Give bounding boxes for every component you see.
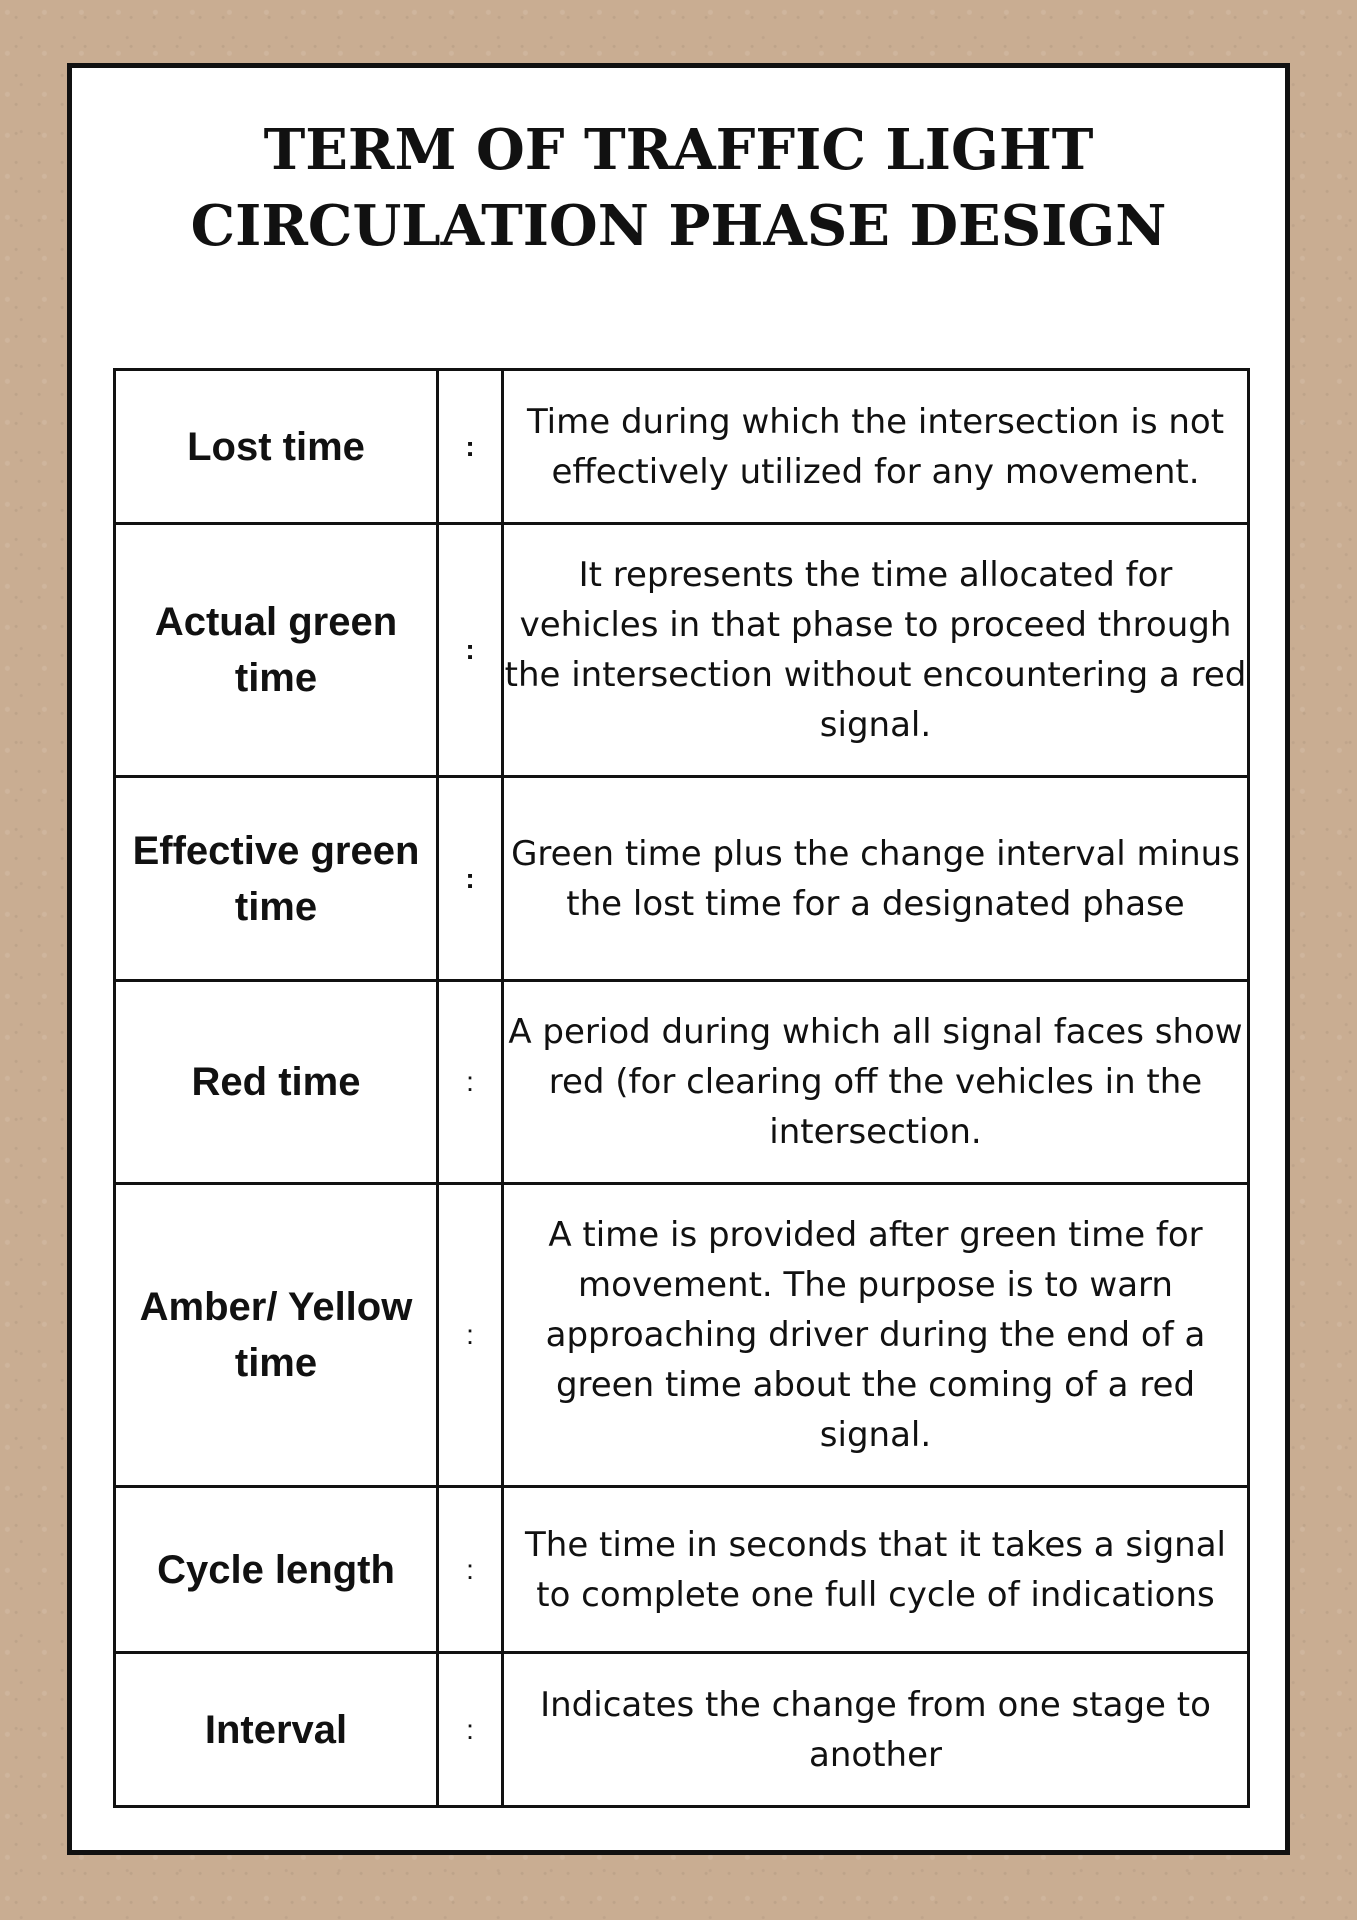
definition-cell: The time in seconds that it takes a signal to complete one full cycle of indications <box>503 1487 1249 1653</box>
table-row <box>115 370 1249 524</box>
title-line-1: TERM OF TRAFFIC LIGHT <box>263 117 1094 183</box>
separator-cell: : <box>438 777 503 981</box>
term-cell: Cycle length <box>115 1487 438 1653</box>
term-cell: Amber/ Yellow time <box>115 1184 438 1487</box>
term-cell: Effective green time <box>115 777 438 981</box>
table-row <box>115 777 1249 981</box>
separator-cell: : <box>438 981 503 1184</box>
table-row <box>115 981 1249 1184</box>
definition-cell: Indicates the change from one stage to another <box>503 1653 1249 1807</box>
separator-cell: : <box>438 1184 503 1487</box>
separator-cell: : <box>438 1487 503 1653</box>
definition-cell: A time is provided after green time for movement. The purpose is to warn approaching driver during the end of a green time about the coming of a red signal. <box>503 1184 1249 1487</box>
term-cell: Actual green time <box>115 524 438 777</box>
title-line-2: CIRCULATION PHASE DESIGN <box>190 193 1167 259</box>
separator-cell: : <box>438 370 503 524</box>
separator-cell: : <box>438 524 503 777</box>
term-cell: Interval <box>115 1653 438 1807</box>
term-cell: Red time <box>115 981 438 1184</box>
page-title <box>72 112 1285 264</box>
table-row <box>115 1487 1249 1653</box>
table-row <box>115 1653 1249 1807</box>
separator-cell: : <box>438 1653 503 1807</box>
definition-cell: Time during which the intersection is not effectively utilized for any movement. <box>503 370 1249 524</box>
definition-cell: Green time plus the change interval minus the lost time for a designated phase <box>503 777 1249 981</box>
table-row <box>115 1184 1249 1487</box>
definition-cell: It represents the time allocated for vehicles in that phase to proceed through the intersection without encountering a red signal. <box>503 524 1249 777</box>
definition-cell: A period during which all signal faces show red (for clearing off the vehicles in the intersection. <box>503 981 1249 1184</box>
terms-table <box>113 368 1250 1808</box>
info-card <box>67 63 1290 1855</box>
table-row <box>115 524 1249 777</box>
term-cell: Lost time <box>115 370 438 524</box>
